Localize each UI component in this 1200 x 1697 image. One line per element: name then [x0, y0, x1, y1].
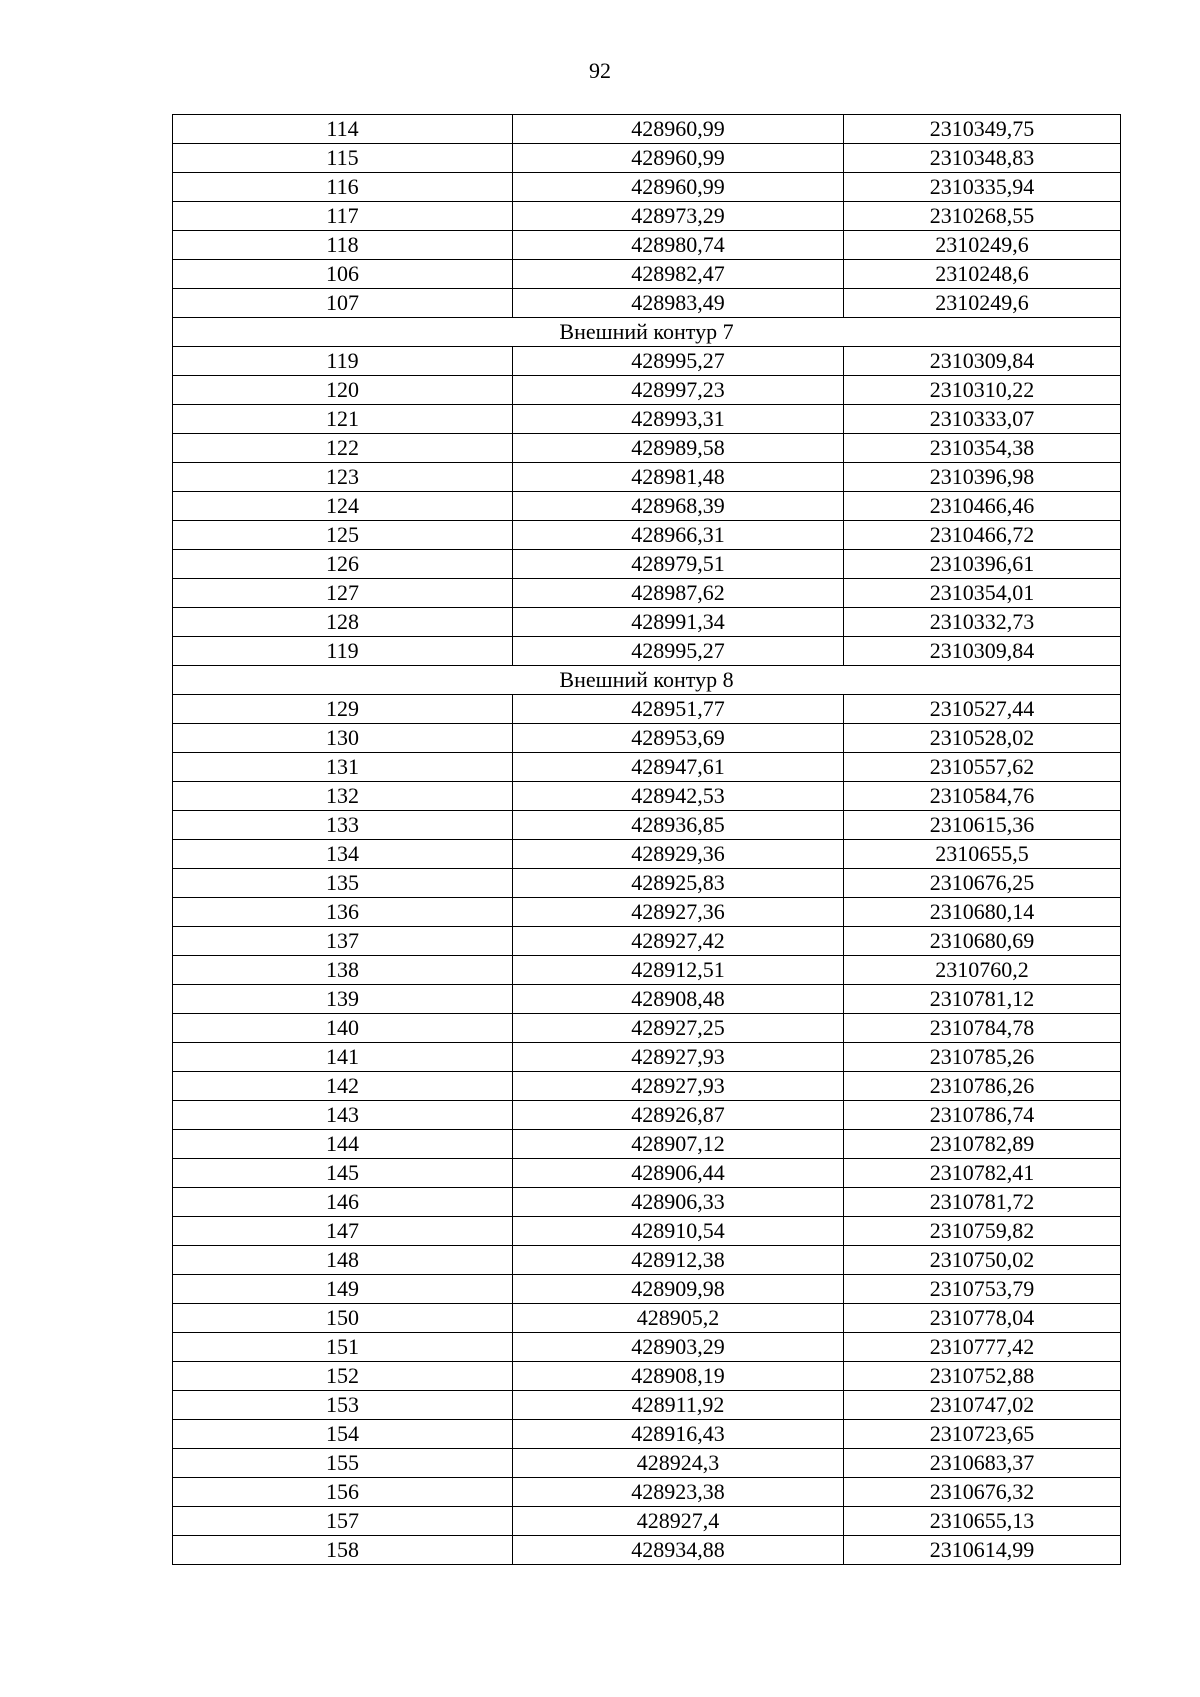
point-number-cell: 107 [173, 289, 513, 318]
coordinates-table-body [173, 115, 1121, 1565]
y-coordinate-cell: 2310354,01 [844, 579, 1121, 608]
table-row [173, 898, 1121, 927]
y-coordinate-cell: 2310753,79 [844, 1275, 1121, 1304]
table-row [173, 1449, 1121, 1478]
table-row [173, 260, 1121, 289]
table-row [173, 1536, 1121, 1565]
table-row [173, 492, 1121, 521]
coordinates-table [172, 114, 1121, 1565]
x-coordinate-cell: 428924,3 [513, 1449, 844, 1478]
x-coordinate-cell: 428960,99 [513, 115, 844, 144]
point-number-cell: 147 [173, 1217, 513, 1246]
y-coordinate-cell: 2310676,32 [844, 1478, 1121, 1507]
y-coordinate-cell: 2310747,02 [844, 1391, 1121, 1420]
point-number-cell: 146 [173, 1188, 513, 1217]
x-coordinate-cell: 428960,99 [513, 173, 844, 202]
y-coordinate-cell: 2310249,6 [844, 231, 1121, 260]
point-number-cell: 156 [173, 1478, 513, 1507]
point-number-cell: 137 [173, 927, 513, 956]
table-row [173, 985, 1121, 1014]
point-number-cell: 118 [173, 231, 513, 260]
y-coordinate-cell: 2310786,74 [844, 1101, 1121, 1130]
section-header-label: Внешний контур 7 [173, 318, 1121, 347]
x-coordinate-cell: 428973,29 [513, 202, 844, 231]
table-row [173, 434, 1121, 463]
x-coordinate-cell: 428909,98 [513, 1275, 844, 1304]
point-number-cell: 114 [173, 115, 513, 144]
table-row [173, 1072, 1121, 1101]
point-number-cell: 145 [173, 1159, 513, 1188]
x-coordinate-cell: 428983,49 [513, 289, 844, 318]
x-coordinate-cell: 428953,69 [513, 724, 844, 753]
point-number-cell: 141 [173, 1043, 513, 1072]
x-coordinate-cell: 428947,61 [513, 753, 844, 782]
x-coordinate-cell: 428993,31 [513, 405, 844, 434]
y-coordinate-cell: 2310786,26 [844, 1072, 1121, 1101]
point-number-cell: 142 [173, 1072, 513, 1101]
x-coordinate-cell: 428911,92 [513, 1391, 844, 1420]
point-number-cell: 119 [173, 347, 513, 376]
x-coordinate-cell: 428997,23 [513, 376, 844, 405]
x-coordinate-cell: 428995,27 [513, 637, 844, 666]
x-coordinate-cell: 428925,83 [513, 869, 844, 898]
x-coordinate-cell: 428916,43 [513, 1420, 844, 1449]
table-row [173, 782, 1121, 811]
table-row [173, 550, 1121, 579]
table-row [173, 347, 1121, 376]
point-number-cell: 129 [173, 695, 513, 724]
y-coordinate-cell: 2310782,89 [844, 1130, 1121, 1159]
y-coordinate-cell: 2310466,72 [844, 521, 1121, 550]
table-row [173, 144, 1121, 173]
x-coordinate-cell: 428995,27 [513, 347, 844, 376]
y-coordinate-cell: 2310760,2 [844, 956, 1121, 985]
point-number-cell: 153 [173, 1391, 513, 1420]
y-coordinate-cell: 2310466,46 [844, 492, 1121, 521]
table-row [173, 753, 1121, 782]
x-coordinate-cell: 428987,62 [513, 579, 844, 608]
x-coordinate-cell: 428980,74 [513, 231, 844, 260]
y-coordinate-cell: 2310248,6 [844, 260, 1121, 289]
y-coordinate-cell: 2310557,62 [844, 753, 1121, 782]
point-number-cell: 148 [173, 1246, 513, 1275]
y-coordinate-cell: 2310752,88 [844, 1362, 1121, 1391]
table-row [173, 1246, 1121, 1275]
table-row [173, 1159, 1121, 1188]
point-number-cell: 132 [173, 782, 513, 811]
y-coordinate-cell: 2310680,14 [844, 898, 1121, 927]
table-row [173, 608, 1121, 637]
point-number-cell: 155 [173, 1449, 513, 1478]
section-header-label: Внешний контур 8 [173, 666, 1121, 695]
x-coordinate-cell: 428903,29 [513, 1333, 844, 1362]
x-coordinate-cell: 428910,54 [513, 1217, 844, 1246]
point-number-cell: 125 [173, 521, 513, 550]
y-coordinate-cell: 2310354,38 [844, 434, 1121, 463]
table-row [173, 1217, 1121, 1246]
point-number-cell: 149 [173, 1275, 513, 1304]
y-coordinate-cell: 2310784,78 [844, 1014, 1121, 1043]
table-row [173, 869, 1121, 898]
table-row [173, 724, 1121, 753]
x-coordinate-cell: 428927,93 [513, 1043, 844, 1072]
table-row [173, 173, 1121, 202]
y-coordinate-cell: 2310396,98 [844, 463, 1121, 492]
table-row [173, 811, 1121, 840]
point-number-cell: 121 [173, 405, 513, 434]
y-coordinate-cell: 2310332,73 [844, 608, 1121, 637]
table-row [173, 115, 1121, 144]
point-number-cell: 115 [173, 144, 513, 173]
x-coordinate-cell: 428907,12 [513, 1130, 844, 1159]
x-coordinate-cell: 428936,85 [513, 811, 844, 840]
point-number-cell: 116 [173, 173, 513, 202]
y-coordinate-cell: 2310781,72 [844, 1188, 1121, 1217]
section-header-row [173, 666, 1121, 695]
x-coordinate-cell: 428908,19 [513, 1362, 844, 1391]
x-coordinate-cell: 428927,4 [513, 1507, 844, 1536]
x-coordinate-cell: 428929,36 [513, 840, 844, 869]
x-coordinate-cell: 428927,36 [513, 898, 844, 927]
table-row [173, 1478, 1121, 1507]
x-coordinate-cell: 428923,38 [513, 1478, 844, 1507]
y-coordinate-cell: 2310333,07 [844, 405, 1121, 434]
x-coordinate-cell: 428906,33 [513, 1188, 844, 1217]
point-number-cell: 158 [173, 1536, 513, 1565]
point-number-cell: 157 [173, 1507, 513, 1536]
y-coordinate-cell: 2310759,82 [844, 1217, 1121, 1246]
y-coordinate-cell: 2310614,99 [844, 1536, 1121, 1565]
y-coordinate-cell: 2310676,25 [844, 869, 1121, 898]
x-coordinate-cell: 428960,99 [513, 144, 844, 173]
x-coordinate-cell: 428912,38 [513, 1246, 844, 1275]
point-number-cell: 134 [173, 840, 513, 869]
point-number-cell: 119 [173, 637, 513, 666]
x-coordinate-cell: 428934,88 [513, 1536, 844, 1565]
point-number-cell: 106 [173, 260, 513, 289]
y-coordinate-cell: 2310778,04 [844, 1304, 1121, 1333]
y-coordinate-cell: 2310528,02 [844, 724, 1121, 753]
y-coordinate-cell: 2310655,13 [844, 1507, 1121, 1536]
y-coordinate-cell: 2310396,61 [844, 550, 1121, 579]
x-coordinate-cell: 428982,47 [513, 260, 844, 289]
table-row [173, 289, 1121, 318]
x-coordinate-cell: 428905,2 [513, 1304, 844, 1333]
point-number-cell: 120 [173, 376, 513, 405]
point-number-cell: 144 [173, 1130, 513, 1159]
table-row [173, 1362, 1121, 1391]
y-coordinate-cell: 2310310,22 [844, 376, 1121, 405]
table-row [173, 1188, 1121, 1217]
table-row [173, 463, 1121, 492]
y-coordinate-cell: 2310349,75 [844, 115, 1121, 144]
x-coordinate-cell: 428968,39 [513, 492, 844, 521]
point-number-cell: 126 [173, 550, 513, 579]
y-coordinate-cell: 2310680,69 [844, 927, 1121, 956]
y-coordinate-cell: 2310615,36 [844, 811, 1121, 840]
x-coordinate-cell: 428912,51 [513, 956, 844, 985]
x-coordinate-cell: 428927,93 [513, 1072, 844, 1101]
y-coordinate-cell: 2310723,65 [844, 1420, 1121, 1449]
point-number-cell: 131 [173, 753, 513, 782]
point-number-cell: 124 [173, 492, 513, 521]
x-coordinate-cell: 428926,87 [513, 1101, 844, 1130]
point-number-cell: 122 [173, 434, 513, 463]
point-number-cell: 127 [173, 579, 513, 608]
point-number-cell: 151 [173, 1333, 513, 1362]
point-number-cell: 135 [173, 869, 513, 898]
table-row [173, 405, 1121, 434]
y-coordinate-cell: 2310655,5 [844, 840, 1121, 869]
point-number-cell: 133 [173, 811, 513, 840]
table-row [173, 1333, 1121, 1362]
y-coordinate-cell: 2310782,41 [844, 1159, 1121, 1188]
x-coordinate-cell: 428927,42 [513, 927, 844, 956]
y-coordinate-cell: 2310584,76 [844, 782, 1121, 811]
y-coordinate-cell: 2310527,44 [844, 695, 1121, 724]
table-row [173, 927, 1121, 956]
table-row [173, 1275, 1121, 1304]
y-coordinate-cell: 2310348,83 [844, 144, 1121, 173]
point-number-cell: 130 [173, 724, 513, 753]
x-coordinate-cell: 428906,44 [513, 1159, 844, 1188]
point-number-cell: 139 [173, 985, 513, 1014]
y-coordinate-cell: 2310335,94 [844, 173, 1121, 202]
x-coordinate-cell: 428951,77 [513, 695, 844, 724]
table-row [173, 1043, 1121, 1072]
table-row [173, 1420, 1121, 1449]
point-number-cell: 136 [173, 898, 513, 927]
table-row [173, 1507, 1121, 1536]
table-row [173, 202, 1121, 231]
x-coordinate-cell: 428942,53 [513, 782, 844, 811]
table-row [173, 1130, 1121, 1159]
table-row [173, 579, 1121, 608]
point-number-cell: 123 [173, 463, 513, 492]
table-row [173, 1304, 1121, 1333]
y-coordinate-cell: 2310249,6 [844, 289, 1121, 318]
table-row [173, 1014, 1121, 1043]
page-number: 92 [589, 58, 611, 83]
point-number-cell: 152 [173, 1362, 513, 1391]
point-number-cell: 117 [173, 202, 513, 231]
point-number-cell: 138 [173, 956, 513, 985]
table-row [173, 637, 1121, 666]
table-row [173, 376, 1121, 405]
x-coordinate-cell: 428908,48 [513, 985, 844, 1014]
section-header-row [173, 318, 1121, 347]
point-number-cell: 154 [173, 1420, 513, 1449]
y-coordinate-cell: 2310785,26 [844, 1043, 1121, 1072]
x-coordinate-cell: 428989,58 [513, 434, 844, 463]
x-coordinate-cell: 428981,48 [513, 463, 844, 492]
y-coordinate-cell: 2310683,37 [844, 1449, 1121, 1478]
y-coordinate-cell: 2310309,84 [844, 347, 1121, 376]
table-row [173, 1391, 1121, 1420]
y-coordinate-cell: 2310309,84 [844, 637, 1121, 666]
table-row [173, 956, 1121, 985]
y-coordinate-cell: 2310268,55 [844, 202, 1121, 231]
y-coordinate-cell: 2310777,42 [844, 1333, 1121, 1362]
point-number-cell: 128 [173, 608, 513, 637]
table-row [173, 1101, 1121, 1130]
x-coordinate-cell: 428991,34 [513, 608, 844, 637]
x-coordinate-cell: 428966,31 [513, 521, 844, 550]
table-row [173, 840, 1121, 869]
table-row [173, 695, 1121, 724]
y-coordinate-cell: 2310750,02 [844, 1246, 1121, 1275]
table-row [173, 521, 1121, 550]
point-number-cell: 143 [173, 1101, 513, 1130]
point-number-cell: 150 [173, 1304, 513, 1333]
x-coordinate-cell: 428979,51 [513, 550, 844, 579]
y-coordinate-cell: 2310781,12 [844, 985, 1121, 1014]
x-coordinate-cell: 428927,25 [513, 1014, 844, 1043]
point-number-cell: 140 [173, 1014, 513, 1043]
table-row [173, 231, 1121, 260]
